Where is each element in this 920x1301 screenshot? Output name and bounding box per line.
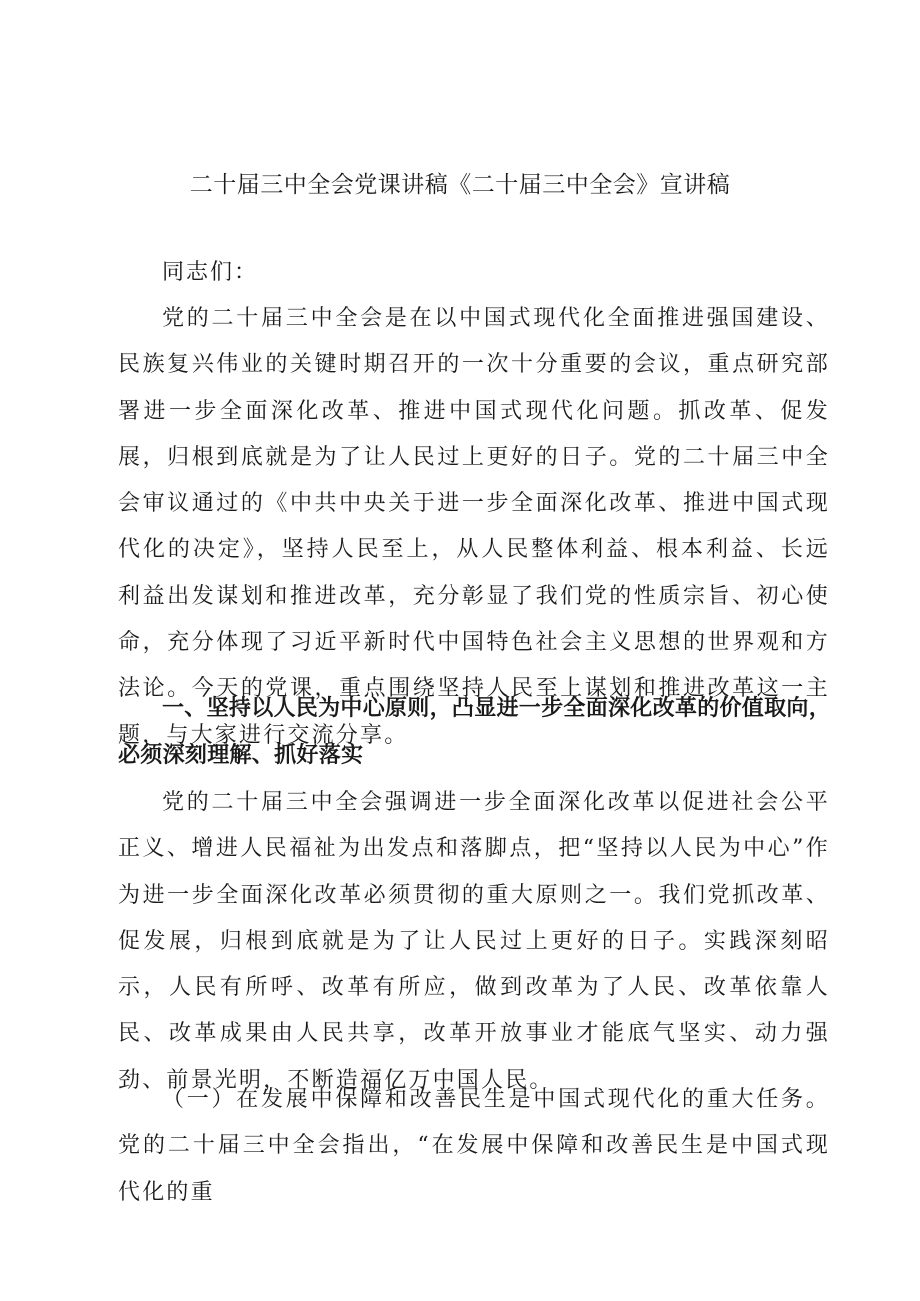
- paragraph-subsection-1: （一）在发展中保障和改善民生是中国式现代化的重大任务。党的二十届三中全会指出，“在发展中保障和改善民生是中国式现代化的重: [118, 1087, 830, 1205]
- paragraph-intro: 党的二十届三中全会是在以中国式现代化全面推进强国建设、民族复兴伟业的关键时期召开的一次十分重要的会议，重点研究部署进一步全面深化改革、推进中国式现代化问题。抓改革、促发展，归根到底就是为了让人民过上更好的日子。党的二十届三中全会审议通过的《中共中央关于进一步全面深化改革、推进中国式现代化的决定》，坚持人民至上，从人民整体利益、根本利益、长远利益出发谋划和推进改革，充分彰显了我们党的性质宗旨、初心使命，充分体现了习近平新时代中国特色社会主义思想的世界观和方法论。今天的党课，重点围绕坚持人民至上谋划和推进改革这一主题，与大家进行交流分享。: [118, 306, 830, 748]
- document-title: 二十届三中全会党课讲稿《二十届三中全会》宣讲稿: [189, 172, 731, 198]
- paragraph-section-1: 党的二十届三中全会强调进一步全面深化改革以促进社会公平正义、增进人民福祉为出发点和落脚点，把“坚持以人民为中心”作为进一步全面深化改革必须贯彻的重大原则之一。我们党抓改革、促发展，归根到底就是为了让人民过上更好的日子。实践深刻昭示，人民有所呼、改革有所应，做到改革为了人民、改革依靠人民、改革成果由人民共享，改革开放事业才能底气坚实、动力强劲、前景光明，不断造福亿万中国人民。: [118, 790, 830, 1093]
- section-heading-1: 一、坚持以人民为中心原则，凸显进一步全面深化改革的价值取向，必须深刻理解、抓好落实: [118, 696, 832, 768]
- salutation: 同志们：: [162, 260, 259, 285]
